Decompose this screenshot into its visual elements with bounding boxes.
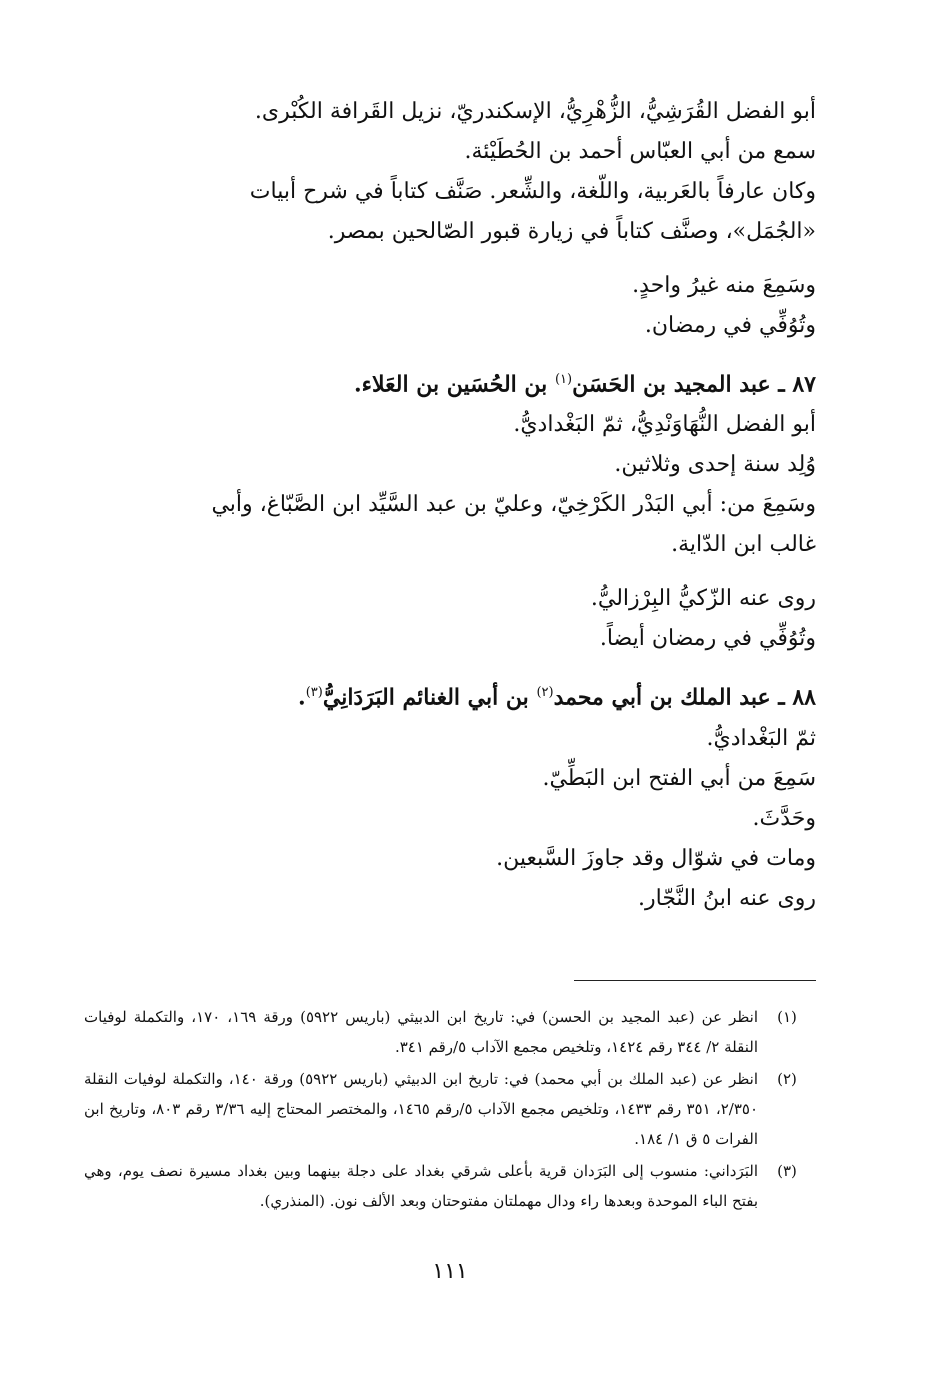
text-line: أبو الفضل النُّهَاوَنْدِيُّ، ثمّ البَغْداديُّ. [513,412,816,438]
footnote-text: انظر عن (عبد الملك بن أبي محمد) في: تاريخ ابن الدبيثي (باريس ٥٩٢٢) ورقة ١٤٠، والتكملة لوفيات النقلة ٢/٣٥٠، ٣٥١ رقم ١٤٣٣، وتلخيص مجمع الآداب ٥/رقم ١٤٦٥، والمختصر المحتاج إليه ٣/٣٦ رقم ٨٠٣، وتاريخ ابن الفرات ٥ ق ١/ ١٨٤. [84,1070,759,1148]
footnote-1 [84,1002,816,1062]
footnote-separator [574,980,816,981]
entry-88-name: ٨٨ ـ عبد الملك بن أبي محمد [553,684,816,711]
entry-88-name-tail: بن أبي الغنائم البَرَدَانِيُّ [322,684,537,711]
entry-88-heading [84,673,816,718]
footnote-text: البَرَداني: منسوب إلى البَرَدان قرية بأعلى شرقي بغداد على دجلة بينهما وبين بغداد مسيرة نصف يوم، وهي بفتح الباء الموحدة وبعدها راء ودال مهملتان مفتوحتان وبعد الألف نون. (المنذري). [84,1162,758,1210]
entry-87-name: ٨٧ ـ عبد المجيد بن الحَسَن [572,371,816,398]
text-line: وتُوُفِّي في رمضان أيضاً. [599,626,816,652]
footnote-ref-2[interactable]: (٢) [536,685,554,701]
text-line: روى عنه ابنُ النَّجّار. [638,885,816,911]
footnote-ref-1[interactable]: (١) [554,372,573,387]
spacer [84,659,816,673]
page-number: ١١١ [432,1259,468,1284]
footnotes [84,1002,816,1218]
entry-88-end: . [298,684,306,711]
text-line: وكان عارفاً بالعَربية، واللّغة، والشِّعر. صَنَّف كتاباً في شرح أبيات [249,179,816,204]
text-line: وتُوُفِّي في رمضان. [644,313,816,338]
entry-87-heading [84,360,816,405]
text-line: روى عنه الزّكيُّ البِرْزاليُّ. [590,586,816,612]
text-line: وسَمِعَ منه غيرُ واحدٍ. [632,273,816,298]
footnote-text: انظر عن (عبد المجيد بن الحسن) في: تاريخ ابن الدبيثي (باريس ٥٩٢٢) ورقة ١٦٩، ١٧٠، والتكملة لوفيات النقلة ٢/ ٣٤٤ رقم ١٤٢٤، وتلخيص مجمع الآداب ٥/رقم ٣٤١. [84,1008,758,1056]
footnote-2 [84,1064,816,1154]
footnote-number: (١) [777,1008,797,1026]
book-page [84,92,816,1375]
footnote-number: (٢) [777,1070,797,1088]
text-line: ثمّ البَغْداديُّ. [706,725,816,751]
text-line: وُلِد سنة إحدى وثلاثين. [614,452,816,478]
spacer [84,252,816,266]
text-line: وحَدَّثَ. [752,805,816,831]
text-line: ومات في شوّال وقد جاوزَ السَّبعين. [496,845,816,871]
text-line: سَمِعَ من أبي الفتح ابن البَطِّيّ. [542,765,816,791]
footnote-3 [84,1156,816,1216]
text-line: سمع من أبي العبّاس أحمد بن الحُطَيْئة. [464,139,816,164]
footnote-ref-3[interactable]: (٣) [305,685,323,701]
text-line: وسَمِعَ من: أبي البَدْر الكَرْخِيّ، وعليّ بن عبد السَّيِّد ابن الصَّبّاغ، وأبي [211,492,816,518]
entry-87-name-tail: بن الحُسَين بن العَلاء. [354,371,555,398]
footnote-number: (٣) [777,1162,797,1180]
text-line: أبو الفضل القُرَشِيُّ، الزُّهْرِيُّ، الإسكندريّ، نزيل القَرافة الكُبْرى. [254,99,816,124]
text-line: «الجُمَل»، وصنَّف كتاباً في زيارة قبور الصّالحين بمصر. [327,219,816,244]
spacer [84,346,816,360]
text-line: غالب ابن الدّاية. [671,532,816,558]
spacer [84,565,816,579]
